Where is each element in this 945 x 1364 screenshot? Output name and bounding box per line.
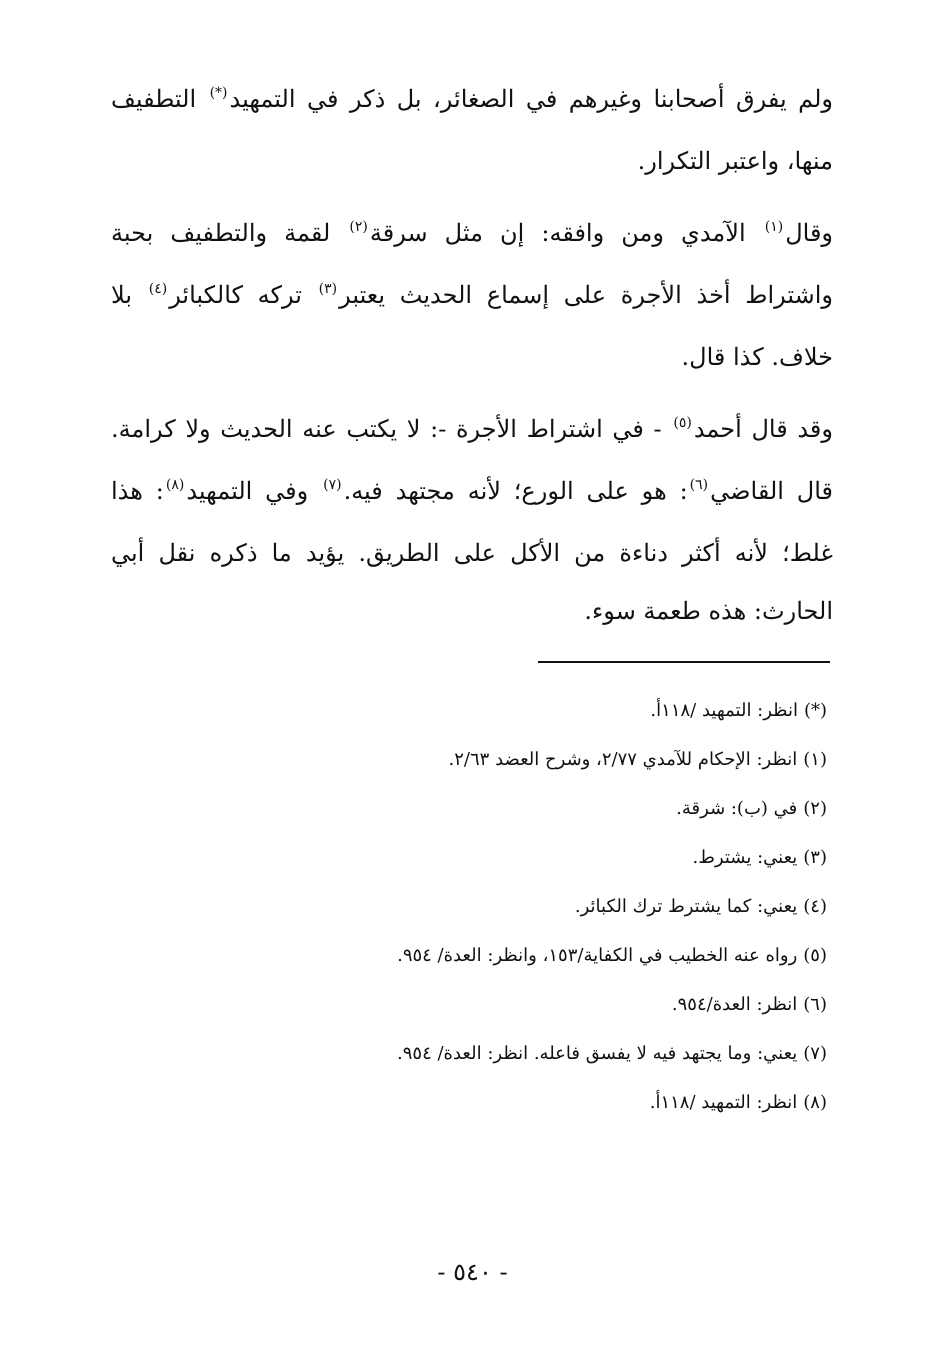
footnote-text: انظر: التمهيد /١١٨أ. [650,700,798,721]
footnote-mark: (٧) [803,1043,827,1064]
paragraph-2 [111,204,833,386]
footnote-item [107,833,827,882]
paragraph-1 [111,70,833,190]
footnote-mark: (٦) [803,994,827,1015]
footnote-mark: (*) [803,700,827,721]
footnote-ref[interactable]: (٥) [673,415,692,431]
text-run: تركه كالكبائر [169,281,317,309]
footnote-mark: (٢) [803,798,827,819]
footnote-text: انظر: العدة/٩٥٤. [671,994,798,1015]
text-run: ولم يفرق أصحابنا وغيرهم في الصغائر، بل ذكر في التمهيد [229,85,834,113]
footnote-mark: (٥) [803,945,827,966]
footnote-item [107,882,827,931]
footnote-item [107,735,827,784]
footnote-mark: (٤) [803,896,827,917]
footnote-ref[interactable]: (٨) [165,477,185,493]
text-run: وقال [785,219,833,247]
footnote-item [107,784,827,833]
text-run: الآمدي ومن وافقه: إن مثل سرقة [369,219,763,247]
text-run: بلا خلاف. كذا قال. [111,281,833,371]
page-number: - ٥٤٠ - [437,1258,508,1286]
footnote-text: رواه عنه الخطيب في الكفاية/١٥٣، وانظر: العدة/ ٩٥٤. [397,945,798,966]
footnote-item [107,931,827,980]
footnote-mark: (٨) [803,1092,827,1113]
footnote-text: انظر: الإحكام للآمدي ٢/٧٧، وشرح العضد ٢/٦٣. [448,749,798,770]
footnote-item [107,1029,827,1078]
footnote-text: يعني: وما يجتهد فيه لا يفسق فاعله. انظر: العدة/ ٩٥٤. [397,1043,798,1064]
text-run: - في اشتراط الأجرة -: لا يكتب عنه الحديث ولا كرامة. قال القاضي [111,415,834,505]
footnote-ref[interactable]: (١) [764,219,784,235]
footnote-text: يعني: يشترط. [692,847,798,868]
footnote-mark: (٣) [803,847,827,868]
text-run: وفي التمهيد [186,477,322,505]
text-run: التطفيف منها، واعتبر التكرار. [111,85,833,175]
footnote-item [107,686,827,735]
footnote-text: انظر: التمهيد /١١٨أ. [649,1092,798,1113]
footnote-ref[interactable]: (٦) [689,477,709,493]
footnote-text: يعني: كما يشترط ترك الكبائر. [574,896,798,917]
footnote-item [107,980,827,1029]
footnote-text: في (ب): شرقة. [676,798,798,819]
footnote-mark: (١) [803,749,827,770]
text-run: وقد قال أحمد [693,415,833,443]
paragraph-3 [111,400,833,640]
footnote-ref[interactable]: (٣) [318,281,338,297]
footnote-ref[interactable]: (٧) [323,477,342,493]
footnote-item [107,1078,827,1127]
text-run: لقمة والتطفيف بحبة واشتراط أخذ الأجرة على إسماع الحديث يعتبر [111,219,833,309]
footnote-ref[interactable]: (٢) [349,219,368,235]
text-run: : هذا غلط؛ لأنه أكثر دناءة من الأكل على الطريق. يؤيد ما ذكره نقل أبي الحارث: هذه طعمة سوء. [111,477,833,625]
footnotes-list [107,686,827,1127]
footnote-ref[interactable]: (٤) [148,281,168,297]
main-text [111,70,833,654]
footnote-ref[interactable]: (*) [209,85,228,101]
text-run: : هو على الورع؛ لأنه مجتهد فيه. [343,477,688,505]
footnote-divider [538,661,830,663]
